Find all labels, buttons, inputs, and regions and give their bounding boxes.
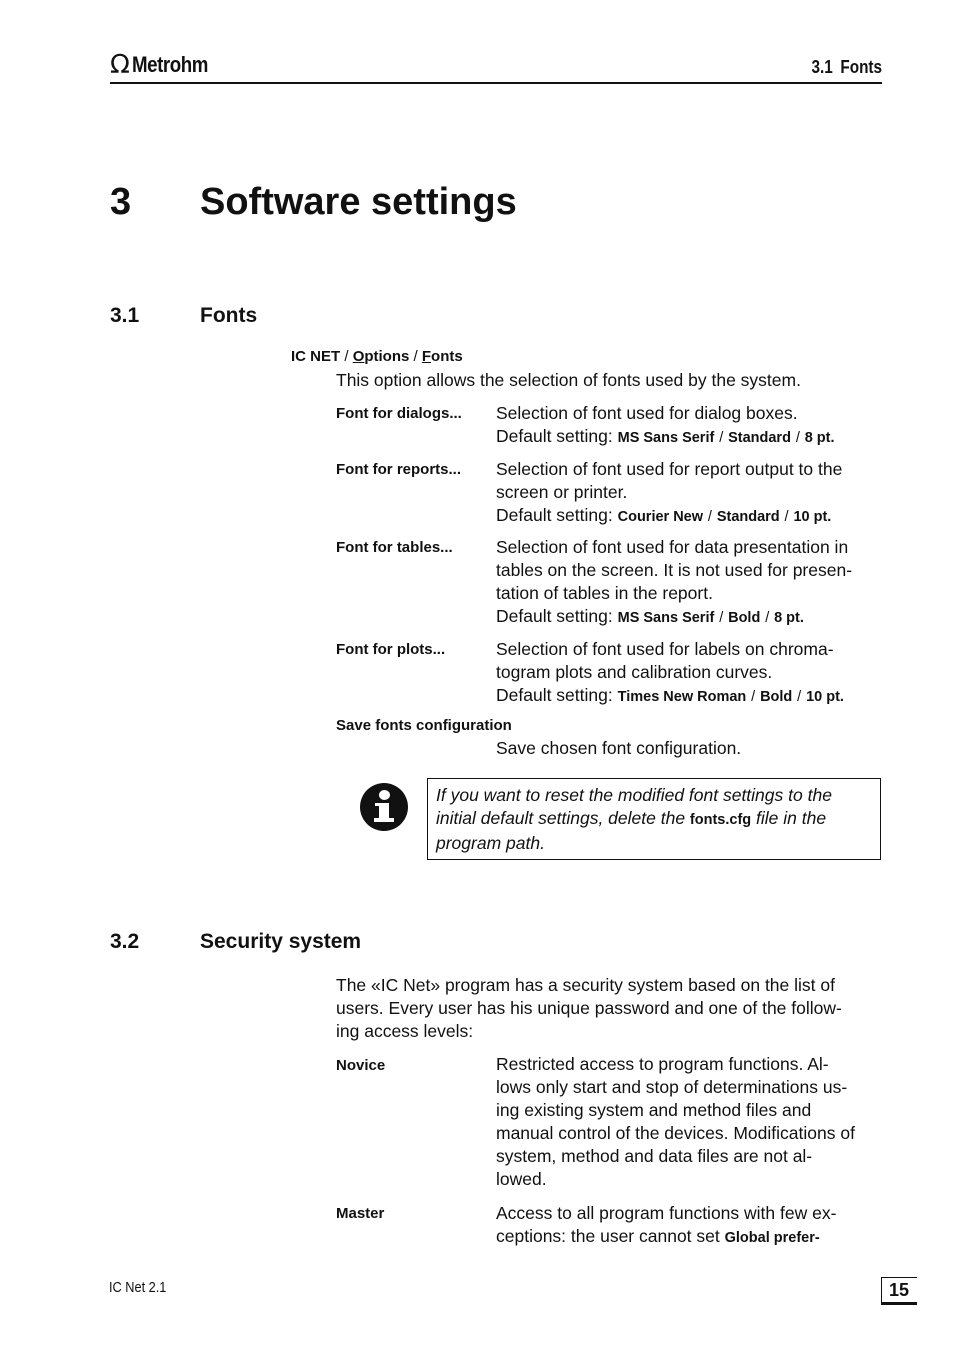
term-font-dialogs: Font for dialogs... — [336, 405, 462, 422]
running-header: 3.1 Fonts — [811, 57, 882, 77]
note-text: If you want to reset the modified font settings to the initial default settings, delete the fonts.cfg file in the program path. — [436, 785, 832, 853]
desc-save-fonts: Save chosen font configuration. — [496, 738, 742, 758]
term-font-reports: Font for reports... — [336, 461, 461, 478]
fonts-intro: This option allows the selection of fonts used by the system. — [336, 370, 801, 390]
section-number: 3.2 — [110, 930, 140, 953]
page-number: 15 — [888, 1280, 910, 1300]
section-number: 3.1 — [110, 304, 140, 327]
metrohm-logo — [110, 52, 221, 78]
desc-font-plots: Selection of font used for labels on chroma- togram plots and calibration curves. Default setting: Times New Roman / Bold / 10 pt. — [496, 639, 844, 705]
menu-path-fonts: Fonts — [421, 348, 463, 365]
desc-font-reports: Selection of font used for report output to the screen or printer. Default setting: Courier New / Standard / 10 pt. — [496, 459, 843, 525]
menu-path-separator: / — [413, 348, 418, 365]
desc-font-tables: Selection of font used for data presentation in tables on the screen. It is not used for presen- tation of tables in the report. Default setting: MS Sans Serif / Bold / 8 pt. — [496, 537, 853, 626]
term-master: Master — [336, 1205, 385, 1222]
chapter-title: Software settings — [200, 181, 517, 223]
security-intro: The «IC Net» program has a security system based on the list of users. Every user has his unique password and one of the follow- ing access levels: — [336, 975, 842, 1041]
menu-path-app: IC NET — [291, 348, 341, 365]
term-save-fonts: Save fonts configuration — [336, 717, 512, 734]
desc-novice: Restricted access to program functions. Al- lows only start and stop of determinations us- ing existing system and method files and manual control of the devices. Modifications of system, method and data files are not al- lowed. — [496, 1054, 855, 1189]
menu-path-separator: / — [344, 348, 349, 365]
term-font-plots: Font for plots... — [336, 641, 446, 658]
term-font-tables: Font for tables... — [336, 539, 453, 556]
section-title: Security system — [200, 930, 362, 953]
menu-path-options: Options — [352, 348, 410, 365]
header-rule — [110, 82, 882, 84]
logo-text: Metrohm — [131, 52, 208, 77]
term-novice: Novice — [336, 1057, 386, 1074]
desc-master: Access to all program functions with few ex- ceptions: the user cannot set Global prefer- — [496, 1203, 837, 1246]
menu-path — [291, 348, 463, 365]
desc-font-dialogs: Selection of font used for dialog boxes. Default setting: MS Sans Serif / Standard / 8 pt. — [496, 403, 835, 446]
omega-icon: Ω — [110, 50, 130, 80]
section-title: Fonts — [200, 304, 258, 327]
info-icon — [360, 783, 408, 831]
chapter-number: 3 — [110, 181, 132, 223]
footer-product: IC Net 2.1 — [109, 1279, 167, 1296]
